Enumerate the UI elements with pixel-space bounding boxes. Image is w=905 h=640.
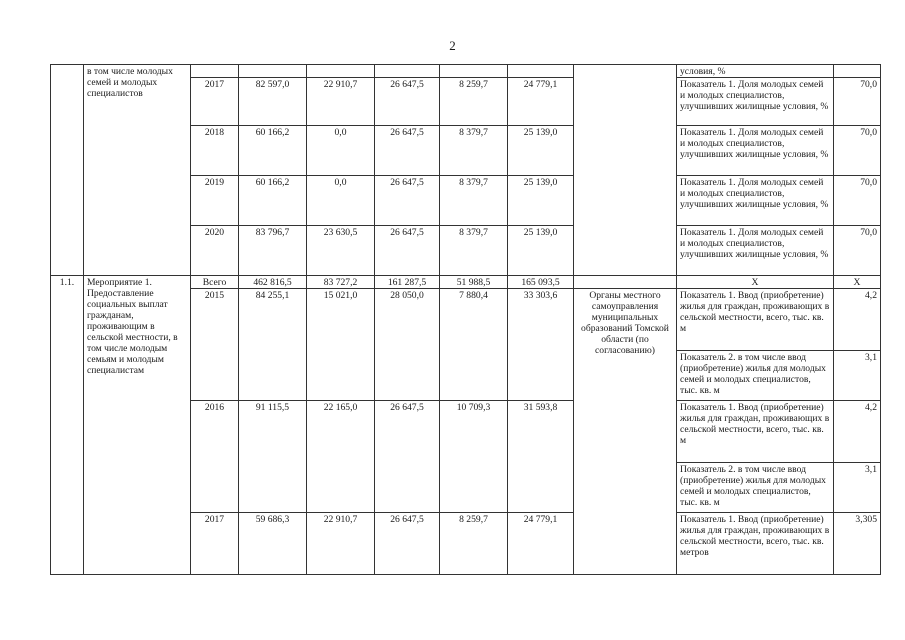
index-cell: 1.1.	[51, 276, 84, 575]
table-row: 2015 84 255,1 15 021,0 28 050,0 7 880,4 33 303,6 Органы местного самоуправления муниципальных образований Томской области (по согласованию) Показатель 1. Ввод (приобретение) жилья для граждан, проживающих в сельской местности, всего, тыс. кв. м 4,2	[51, 289, 881, 351]
year-cell: Всего	[191, 276, 239, 289]
indicator-value: 70,0	[834, 126, 881, 176]
indicator-value: 4,2	[834, 401, 881, 463]
year-cell: 2016	[191, 401, 239, 513]
table-row: 2016 91 115,5 22 165,0 26 647,5 10 709,3 31 593,8 Показатель 1. Ввод (приобретение) жилья для граждан, проживающих в сельской местности, всего, тыс. кв. м 4,2	[51, 401, 881, 463]
year-cell: 2020	[191, 226, 239, 276]
total-cell: 84 255,1	[239, 289, 307, 401]
total-cell: 83 796,7	[239, 226, 307, 276]
indicator-cell: Показатель 1. Ввод (приобретение) жилья для граждан, проживающих в сельской местности, всего, тыс. кв. метров	[677, 513, 834, 575]
total-cell: 60 166,2	[239, 126, 307, 176]
table-row: 2017 82 597,0 22 910,7 26 647,5 8 259,7 24 779,1 Показатель 1. Доля молодых семей и молодых специалистов, улучшивших жилищные условия, % 70,0	[51, 78, 881, 126]
total-cell: 59 686,3	[239, 513, 307, 575]
indicator-cell: Показатель 2. в том числе ввод (приобретение) жилья для молодых семей и молодых специалистов, тыс. кв. м	[677, 351, 834, 401]
indicator-value: 3,305	[834, 513, 881, 575]
indicator-cell: Показатель 1. Доля молодых семей и молодых специалистов, улучшивших жилищные условия, %	[677, 126, 834, 176]
total-cell: 91 115,5	[239, 401, 307, 513]
table-row: 1.1. Мероприятие 1. Предоставление социальных выплат гражданам, проживающим в сельской местности, в том числе молодым семьям и молодым специалистам Всего 462 816,5 83 727,2 161 287,5 51 988,5 165 093,5 Х Х	[51, 276, 881, 289]
name-cell: в том числе молодых семей и молодых специалистов	[84, 65, 191, 276]
indicator-cell: Показатель 1. Ввод (приобретение) жилья для граждан, проживающих в сельской местности, всего, тыс. кв. м	[677, 289, 834, 351]
total-cell: 82 597,0	[239, 78, 307, 126]
index-cell	[51, 65, 84, 276]
measure-name: Мероприятие 1. Предоставление социальных выплат гражданам, проживающим в сельской местности, в том числе молодым семьям и молодым специалистам	[84, 276, 191, 575]
year-cell: 2019	[191, 176, 239, 226]
executor-cell: Органы местного самоуправления муниципальных образований Томской области (по согласованию)	[574, 289, 677, 575]
table-row: 2017 59 686,3 22 910,7 26 647,5 8 259,7 24 779,1 Показатель 1. Ввод (приобретение) жилья для граждан, проживающих в сельской местности, всего, тыс. кв. метров 3,305	[51, 513, 881, 575]
table-row	[51, 65, 881, 78]
indicator-value: 70,0	[834, 78, 881, 126]
indicator-value: 4,2	[834, 289, 881, 351]
page-number: 2	[449, 38, 456, 53]
table-row: 2019 60 166,2 0,0 26 647,5 8 379,7 25 139,0 Показатель 1. Доля молодых семей и молодых специалистов, улучшивших жилищные условия, % 70,0	[51, 176, 881, 226]
indicator-value: 3,1	[834, 463, 881, 513]
total-cell: 60 166,2	[239, 176, 307, 226]
total-cell: 462 816,5	[239, 276, 307, 289]
indicator-cell: Показатель 1. Доля молодых семей и молодых специалистов, улучшивших жилищные условия, %	[677, 78, 834, 126]
year-cell: 2017	[191, 513, 239, 575]
table-row: 2018 60 166,2 0,0 26 647,5 8 379,7 25 139,0 Показатель 1. Доля молодых семей и молодых специалистов, улучшивших жилищные условия, % 70,0	[51, 126, 881, 176]
indicator-value: 70,0	[834, 226, 881, 276]
indicator-cell: Показатель 2. в том числе ввод (приобретение) жилья для молодых семей и молодых специалистов, тыс. кв. м	[677, 463, 834, 513]
executor-cell	[574, 65, 677, 276]
year-cell: 2017	[191, 78, 239, 126]
indicator-cell: Показатель 1. Доля молодых семей и молодых специалистов, улучшивших жилищные условия, %	[677, 176, 834, 226]
indicator-value: 70,0	[834, 176, 881, 226]
year-cell: 2015	[191, 289, 239, 401]
indicator-value: Х	[834, 276, 881, 289]
table-row: 2020 83 796,7 23 630,5 26 647,5 8 379,7 25 139,0 Показатель 1. Доля молодых семей и молодых специалистов, улучшивших жилищные условия, % 70,0	[51, 226, 881, 276]
indicator-cell: Показатель 1. Ввод (приобретение) жилья для граждан, проживающих в сельской местности, всего, тыс. кв. м	[677, 401, 834, 463]
year-cell: 2018	[191, 126, 239, 176]
indicator-value: 3,1	[834, 351, 881, 401]
indicator-cell: условия, %	[677, 65, 834, 78]
program-table	[50, 64, 881, 575]
indicator-cell: Показатель 1. Доля молодых семей и молодых специалистов, улучшивших жилищные условия, %	[677, 226, 834, 276]
indicator-cell: Х	[677, 276, 834, 289]
